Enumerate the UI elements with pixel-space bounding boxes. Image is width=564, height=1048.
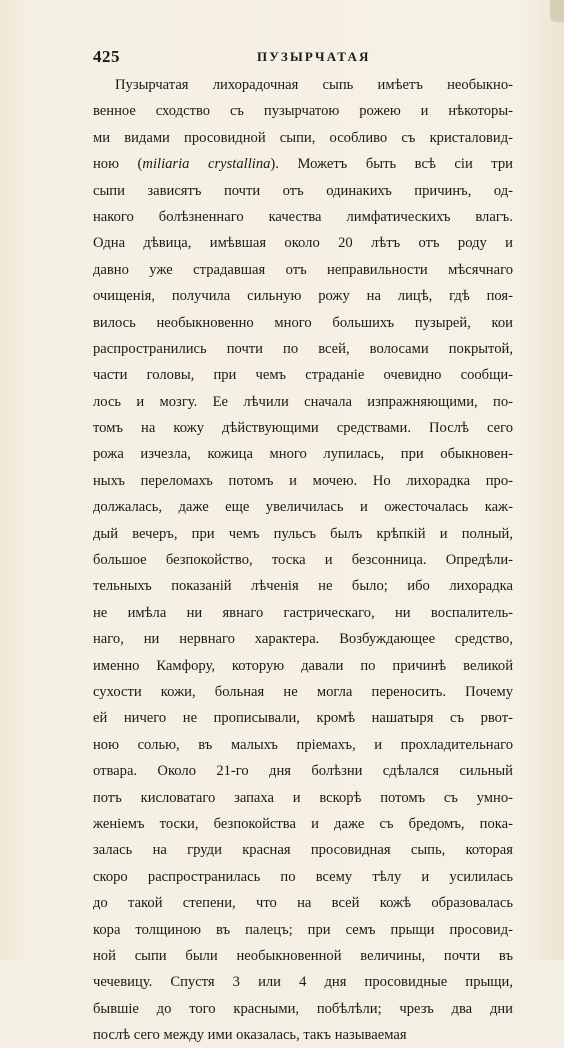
body-text [93, 72, 513, 1048]
text-line: дый вечеръ, при чемъ пульсъ былъ крѣпкій и полный, [93, 525, 513, 542]
text-line: ной сыпи были необыкновенной величины, почти въ [93, 947, 513, 964]
text-line: сухости кожи, больная не могла переносить. Почему [93, 683, 513, 700]
text-line: наго, ни нервнаго характера. Возбуждающее средство, [93, 631, 513, 648]
text-line: венное сходство съ пузырчатою рожею и нѣкоторы- [93, 103, 513, 120]
text-line: скоро распространилась по всему тѣлу и усилилась [93, 868, 513, 885]
text-line: сыпи зависятъ почти отъ одинакихъ причинъ, од- [93, 182, 513, 199]
text-line: ныхъ переломахъ потомъ и мочею. Но лихорадка про- [93, 472, 513, 489]
text-line: томъ на кожу дѣйствующими средствами. Послѣ сего [93, 420, 513, 437]
text-line: до такой степени, что на всей кожѣ образовалась [93, 895, 513, 912]
text-line: залась на груди красная просовидная сыпь, которая [93, 842, 513, 859]
text-line: очищенія, получила сильную рожу на лицѣ, гдѣ поя- [93, 288, 513, 305]
running-head [93, 47, 513, 67]
text-line: не имѣла ни явнаго гастрическаго, ни воспалитель- [93, 604, 513, 621]
text-line: ей ничего не прописывали, кромѣ нашатыря съ рвот- [93, 710, 513, 727]
text-line: чечевицу. Спустя 3 или 4 дня просовидные прыщи, [93, 974, 513, 991]
text-line: Одна дѣвица, имѣвшая около 20 лѣтъ отъ роду и [93, 235, 513, 252]
page-corner [550, 0, 564, 22]
text-line: кора толщиною въ палецъ; при семъ прыщи просовид- [93, 921, 513, 938]
text-line: большое безпокойство, тоска и безсонница. Опредѣли- [93, 552, 513, 569]
text-line: накого болѣзненнаго качества лимфатическихъ влагъ. [93, 208, 513, 225]
text-line: Пузырчатая лихорадочная сыпь имѣетъ необыкно- [115, 77, 513, 93]
page-number: 425 [93, 47, 120, 66]
text-line: тельныхъ показаній лѣченія не было; ибо лихорадка [93, 578, 513, 595]
text-line: ми видами просовидной сыпи, особливо съ кристаловид- [93, 129, 513, 146]
text-line: лось и мозгу. Ее лѣчили сначала изпражняющими, по- [93, 393, 513, 410]
text-line: женіемъ тоски, безпокойства и даже съ бредомъ, пока- [93, 815, 513, 832]
text-line: послѣ сего между ими оказалась, такъ называемая [93, 1027, 407, 1044]
text-line: должалась, даже еще увеличилась и ожесточалась каж- [93, 499, 513, 516]
text-line: бывшіе до того красными, побѣлѣли; чрезъ два дни [93, 1000, 513, 1017]
text-line: части головы, при чемъ страданіе очевидно сообщи- [93, 367, 513, 384]
latin-term: miliaria crystallina [142, 156, 271, 173]
text-line: отвара. Около 21-го дня болѣзни сдѣлался сильный [93, 763, 513, 780]
running-title: ПУЗЫРЧАТАЯ [257, 49, 371, 64]
text-line: распространились почти по всей, волосами покрытой, [93, 340, 513, 357]
text-line: вилось необыкновенно много большихъ пузырей, кои [93, 314, 513, 331]
text-line: рожа изчезла, кожица много лупилась, при обыкновен- [93, 446, 513, 463]
text-line: потъ кисловатаго запаха и вскорѣ потомъ съ умно- [93, 789, 513, 806]
text-line: ною солью, въ малыхъ пріемахъ, и прохладительнаго [93, 736, 513, 753]
text-line: именно Камфору, которую давали по причинѣ великой [93, 657, 513, 674]
text-line: давно уже страдавшая отъ неправильности мѣсячнаго [93, 261, 513, 278]
text-line: ною (miliaria crystallina). Можетъ быть всѣ сіи три [93, 156, 513, 173]
